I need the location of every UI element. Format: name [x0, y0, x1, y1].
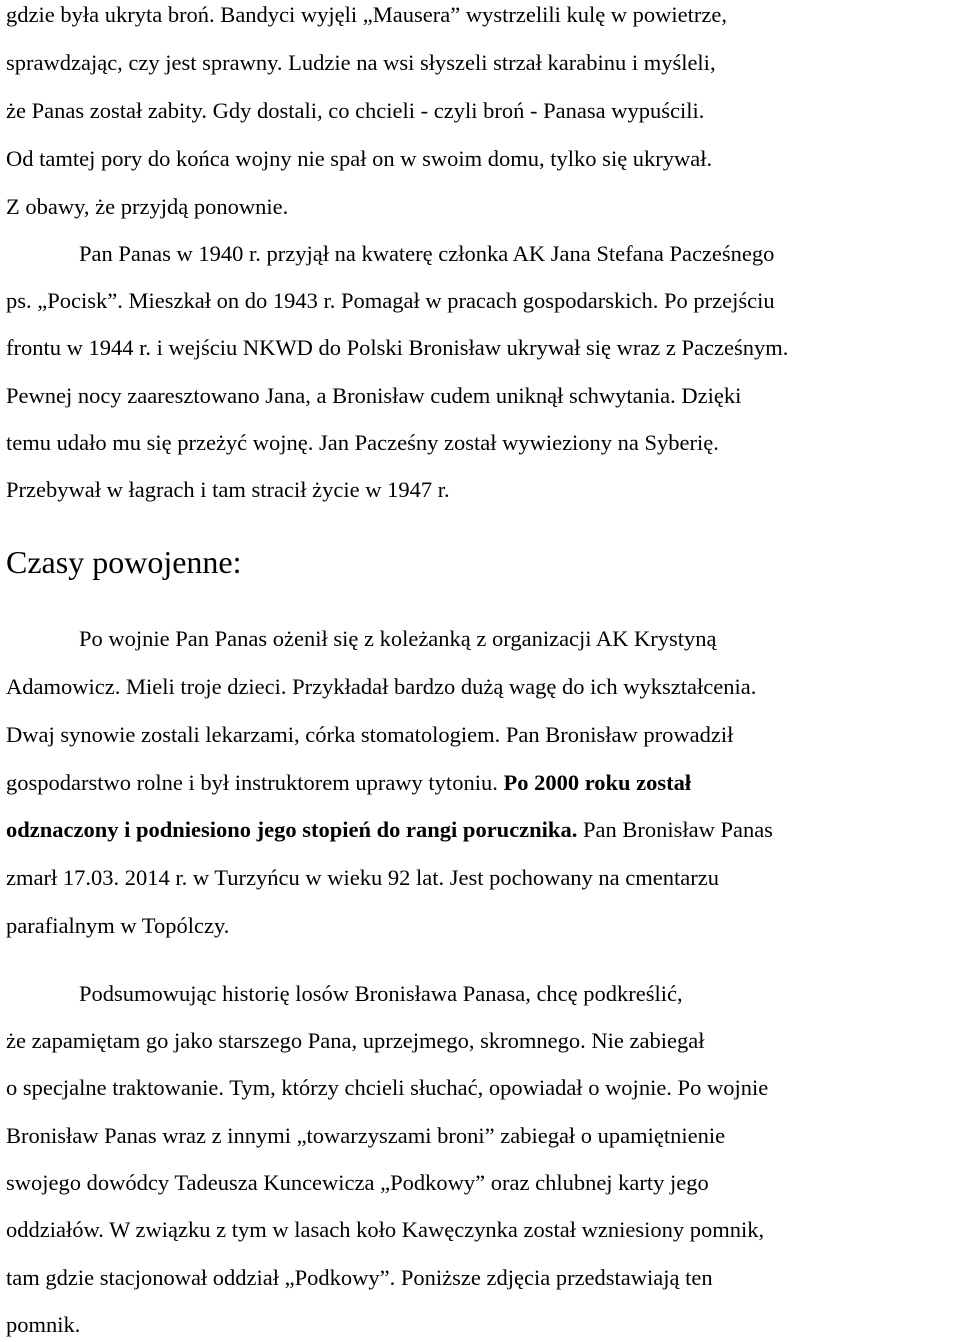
text-line: Po wojnie Pan Panas ożenił się z koleżanką z organizacji AK Krystyną	[79, 626, 717, 651]
bold-text: odznaczony i podniesiono jego stopień do rangi porucznika.	[6, 817, 578, 842]
text-line: o specjalne traktowanie. Tym, którzy chcieli słuchać, opowiadał o wojnie. Po wojnie	[6, 1075, 769, 1100]
text-line	[6, 817, 773, 843]
text-span: Pan Bronisław Panas	[577, 817, 773, 842]
text-line: parafialnym w Topólczy.	[6, 913, 230, 938]
text-line: oddziałów. W związku z tym w lasach koło Kawęczynka został wzniesiony pomnik,	[6, 1217, 765, 1242]
section-heading: Czasy powojenne:	[6, 544, 242, 580]
text-line: Przebywał w łagrach i tam stracił życie w 1947 r.	[6, 477, 450, 502]
text-line: frontu w 1944 r. i wejściu NKWD do Polski Bronisław ukrywał się wraz z Pacześnym.	[6, 335, 789, 360]
text-line: gdzie była ukryta broń. Bandyci wyjęli „Mausera” wystrzelili kulę w powietrze,	[6, 2, 728, 27]
text-line: temu udało mu się przeżyć wojnę. Jan Pacześny został wywieziony na Syberię.	[6, 430, 719, 455]
text-line: Pan Panas w 1940 r. przyjął na kwaterę członka AK Jana Stefana Pacześnego	[79, 241, 775, 266]
text-line: Pewnej nocy zaaresztowano Jana, a Bronisław cudem uniknął schwytania. Dzięki	[6, 383, 742, 408]
text-line: że zapamiętam go jako starszego Pana, uprzejmego, skromnego. Nie zabiegał	[6, 1028, 705, 1053]
text-line: Od tamtej pory do końca wojny nie spał on w swoim domu, tylko się ukrywał.	[6, 146, 713, 171]
text-line: ps. „Pocisk”. Mieszkał on do 1943 r. Pomagał w pracach gospodarskich. Po przejściu	[6, 288, 775, 313]
text-line: Adamowicz. Mieli troje dzieci. Przykładał bardzo dużą wagę do ich wykształcenia.	[6, 674, 757, 699]
text-span: gospodarstwo rolne i był instruktorem uprawy tytoniu.	[6, 770, 504, 795]
bold-text: Po 2000 roku został	[503, 770, 692, 795]
text-line: Dwaj synowie zostali lekarzami, córka stomatologiem. Pan Bronisław prowadził	[6, 722, 734, 747]
text-line: Bronisław Panas wraz z innymi „towarzyszami broni” zabiegał o upamiętnienie	[6, 1123, 726, 1148]
text-line: zmarł 17.03. 2014 r. w Turzyńcu w wieku 92 lat. Jest pochowany na cmentarzu	[6, 865, 719, 890]
text-line: pomnik.	[6, 1312, 81, 1337]
text-line	[6, 770, 691, 796]
text-line: swojego dowódcy Tadeusza Kuncewicza „Podkowy” oraz chlubnej karty jego	[6, 1170, 709, 1195]
text-line: tam gdzie stacjonował oddział „Podkowy”. Poniższe zdjęcia przedstawiają ten	[6, 1265, 713, 1290]
text-line: Podsumowując historię losów Bronisława Panasa, chcę podkreślić,	[79, 981, 683, 1006]
text-line: Z obawy, że przyjdą ponownie.	[6, 194, 289, 219]
text-line: że Panas został zabity. Gdy dostali, co chcieli - czyli broń - Panasa wypuścili.	[6, 98, 705, 123]
text-line: sprawdzając, czy jest sprawny. Ludzie na wsi słyszeli strzał karabinu i myśleli,	[6, 50, 716, 75]
